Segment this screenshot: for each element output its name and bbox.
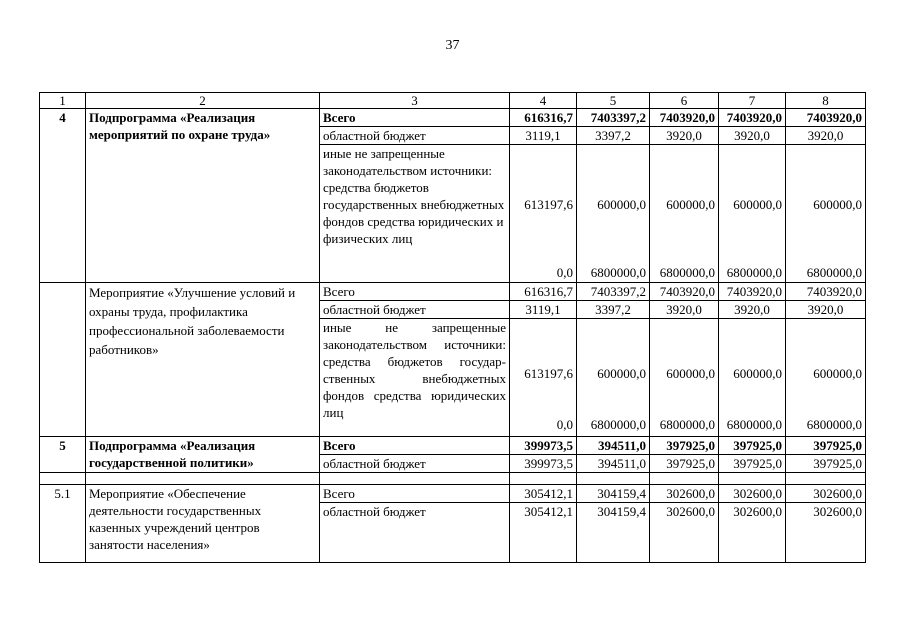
legal-value: 6800000,0: [726, 265, 782, 280]
funds-value: 600000,0: [733, 366, 782, 381]
value-cell: 7403920,0: [650, 109, 719, 127]
value-cell: 302600,0: [650, 503, 719, 563]
legal-value: 0,0: [556, 265, 573, 280]
value-cell-pair: [577, 145, 650, 283]
value-cell: 397925,0: [786, 455, 866, 473]
value-cell: 3920,0: [650, 127, 719, 145]
source-label: областной бюджет: [320, 455, 510, 473]
funds-value: 600000,0: [666, 366, 715, 381]
source-label: Всего: [320, 283, 510, 301]
page-number: 37: [445, 38, 460, 53]
value-cell: 7403920,0: [786, 283, 866, 301]
value-cell-pair: [786, 145, 866, 283]
funds-value: 613197,6: [524, 197, 573, 212]
value-cell-pair: [650, 319, 719, 437]
source-label: областной бюджет: [320, 127, 510, 145]
legal-value: 6800000,0: [726, 417, 782, 432]
funds-value: 613197,6: [524, 366, 573, 381]
value-cell: 7403920,0: [719, 283, 786, 301]
value-cell: 305412,1: [510, 503, 577, 563]
funds-value: 600000,0: [597, 197, 646, 212]
table-row: [40, 485, 866, 503]
value-cell-pair: [786, 319, 866, 437]
value-cell: 394511,0: [577, 437, 650, 455]
column-header: 2: [86, 93, 320, 109]
row-number: [40, 283, 86, 437]
source-label: Всего: [320, 437, 510, 455]
table-row: [40, 437, 866, 455]
source-label: Всего: [320, 109, 510, 127]
budget-table: [39, 92, 866, 563]
funds-value: 600000,0: [597, 366, 646, 381]
value-cell: 3397,2: [577, 301, 650, 319]
value-cell: 304159,4: [577, 485, 650, 503]
column-header: 1: [40, 93, 86, 109]
funds-value: 600000,0: [666, 197, 715, 212]
subprogram-title: Подпрограмма «Реализация государственной политики»: [86, 437, 320, 473]
value-cell: 397925,0: [650, 455, 719, 473]
value-cell: 302600,0: [786, 485, 866, 503]
value-cell: 3920,0: [786, 127, 866, 145]
source-label: иные не запрещенные законодательством источники: средства бюджетов государственных внебюджетных фондов средства юридических и физических лиц: [320, 145, 510, 283]
value-cell: 304159,4: [577, 503, 650, 563]
value-cell: 302600,0: [719, 485, 786, 503]
column-header: 5: [577, 93, 650, 109]
value-cell: 399973,5: [510, 455, 577, 473]
funds-value: 600000,0: [813, 197, 862, 212]
value-cell-pair: [510, 145, 577, 283]
column-header: 8: [786, 93, 866, 109]
legal-value: 6800000,0: [806, 417, 862, 432]
value-cell: 397925,0: [719, 437, 786, 455]
row-number: 5.1: [40, 485, 86, 563]
row-number: 4: [40, 109, 86, 283]
value-cell: 3397,2: [577, 127, 650, 145]
source-label: иные не запрещенные законодательством источники: средства бюджетов государ-ственных внебюджетных фондов средства юридических лиц: [320, 319, 510, 437]
column-header: 4: [510, 93, 577, 109]
value-cell: 3119,1: [510, 127, 577, 145]
legal-value: 0,0: [556, 417, 573, 432]
value-cell-pair: [510, 319, 577, 437]
column-header: 7: [719, 93, 786, 109]
table-row: [40, 283, 866, 301]
value-cell: 302600,0: [719, 503, 786, 563]
value-cell: 7403920,0: [650, 283, 719, 301]
legal-value: 6800000,0: [659, 417, 715, 432]
value-cell: 397925,0: [719, 455, 786, 473]
legal-value: 6800000,0: [590, 265, 646, 280]
column-number-row: [40, 93, 866, 109]
source-label: областной бюджет: [320, 301, 510, 319]
value-cell: 3920,0: [786, 301, 866, 319]
value-cell: 394511,0: [577, 455, 650, 473]
value-cell-pair: [577, 319, 650, 437]
subprogram-title: Подпрограмма «Реализация мероприятий по охране труда»: [86, 109, 320, 283]
measure-title: Мероприятие «Улучшение условий и охраны труда, профилактика профессиональной заболеваемости работников»: [86, 283, 320, 437]
value-cell: 7403920,0: [719, 109, 786, 127]
legal-value: 6800000,0: [590, 417, 646, 432]
value-cell: 7403920,0: [786, 109, 866, 127]
value-cell: 397925,0: [786, 437, 866, 455]
value-cell: 399973,5: [510, 437, 577, 455]
source-label: Всего: [320, 485, 510, 503]
funds-value: 600000,0: [733, 197, 782, 212]
row-number: 5: [40, 437, 86, 473]
value-cell-pair: [650, 145, 719, 283]
column-header: 6: [650, 93, 719, 109]
value-cell: 397925,0: [650, 437, 719, 455]
value-cell: 302600,0: [650, 485, 719, 503]
source-label: областной бюджет: [320, 503, 510, 563]
value-cell: 3920,0: [719, 301, 786, 319]
table-row: [40, 109, 866, 127]
measure-title: Мероприятие «Обеспечение деятельности государственных казенных учреждений центров занятости населения»: [86, 485, 320, 563]
value-cell: 302600,0: [786, 503, 866, 563]
value-cell-pair: [719, 145, 786, 283]
value-cell: 3920,0: [650, 301, 719, 319]
value-cell: 3119,1: [510, 301, 577, 319]
value-cell: 616316,7: [510, 283, 577, 301]
value-cell-pair: [719, 319, 786, 437]
value-cell: 305412,1: [510, 485, 577, 503]
legal-value: 6800000,0: [806, 265, 862, 280]
table-row-spacer: [40, 473, 866, 485]
value-cell: 3920,0: [719, 127, 786, 145]
funds-value: 600000,0: [813, 366, 862, 381]
value-cell: 7403397,2: [577, 283, 650, 301]
value-cell: 616316,7: [510, 109, 577, 127]
value-cell: 7403397,2: [577, 109, 650, 127]
legal-value: 6800000,0: [659, 265, 715, 280]
column-header: 3: [320, 93, 510, 109]
